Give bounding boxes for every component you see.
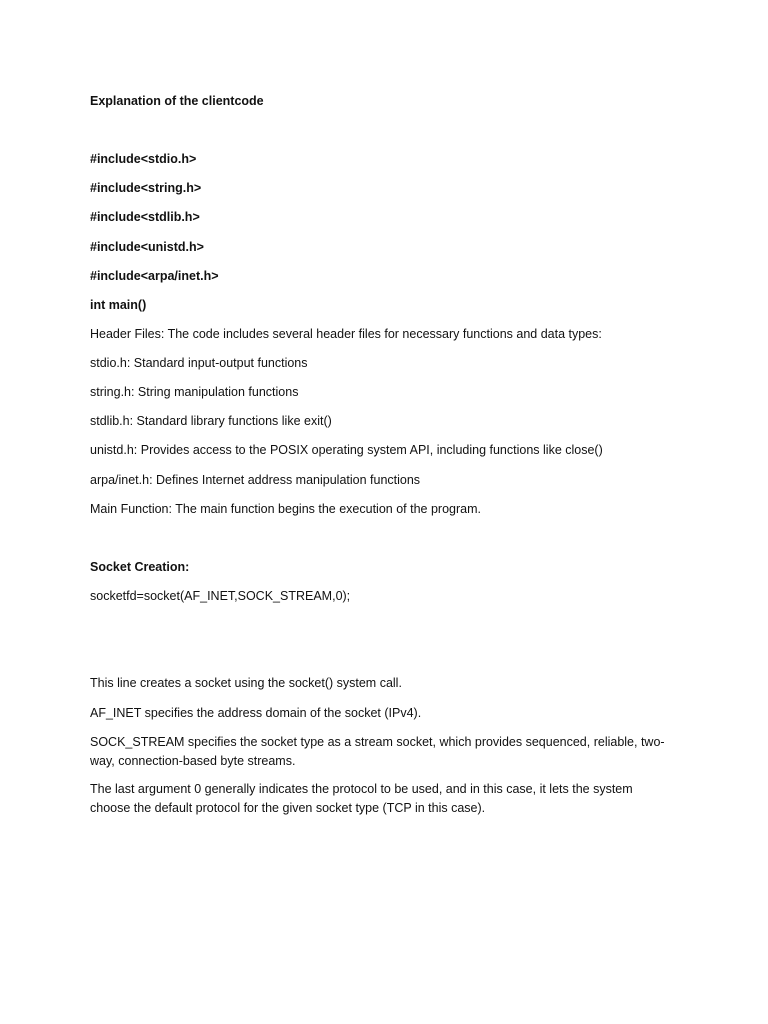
header-item-unistd: unistd.h: Provides access to the POSIX operating system API, including functions like close() bbox=[90, 443, 603, 457]
include-string: #include<string.h> bbox=[90, 181, 202, 195]
include-unistd: #include<unistd.h> bbox=[90, 240, 204, 254]
document-title: Explanation of the clientcode bbox=[90, 94, 264, 108]
main-signature: int main() bbox=[90, 298, 147, 312]
socket-explanation-3: SOCK_STREAM specifies the socket type as a stream socket, which provides sequenced, reliable, two-way, connection-based byte streams. bbox=[90, 735, 665, 768]
header-files-intro: Header Files: The code includes several header files for necessary functions and data types: bbox=[90, 327, 602, 341]
socket-explanation-4: The last argument 0 generally indicates the protocol to be used, and in this case, it lets the system choose the default protocol for the given socket type (TCP in this case). bbox=[90, 782, 633, 815]
include-arpa-inet: #include<arpa/inet.h> bbox=[90, 269, 219, 283]
socket-code-line: socketfd=socket(AF_INET,SOCK_STREAM,0); bbox=[90, 589, 351, 603]
socket-explanation-1: This line creates a socket using the socket() system call. bbox=[90, 676, 402, 690]
header-item-arpa-inet: arpa/inet.h: Defines Internet address manipulation functions bbox=[90, 473, 421, 487]
socket-creation-heading: Socket Creation: bbox=[90, 560, 190, 574]
main-function-text: Main Function: The main function begins the execution of the program. bbox=[90, 502, 481, 516]
include-stdio: #include<stdio.h> bbox=[90, 152, 197, 166]
header-item-stdlib: stdlib.h: Standard library functions like exit() bbox=[90, 414, 332, 428]
include-stdlib: #include<stdlib.h> bbox=[90, 210, 200, 224]
header-item-string: string.h: String manipulation functions bbox=[90, 385, 299, 399]
header-item-stdio: stdio.h: Standard input-output functions bbox=[90, 356, 308, 370]
socket-explanation-2: AF_INET specifies the address domain of the socket (IPv4). bbox=[90, 706, 422, 720]
